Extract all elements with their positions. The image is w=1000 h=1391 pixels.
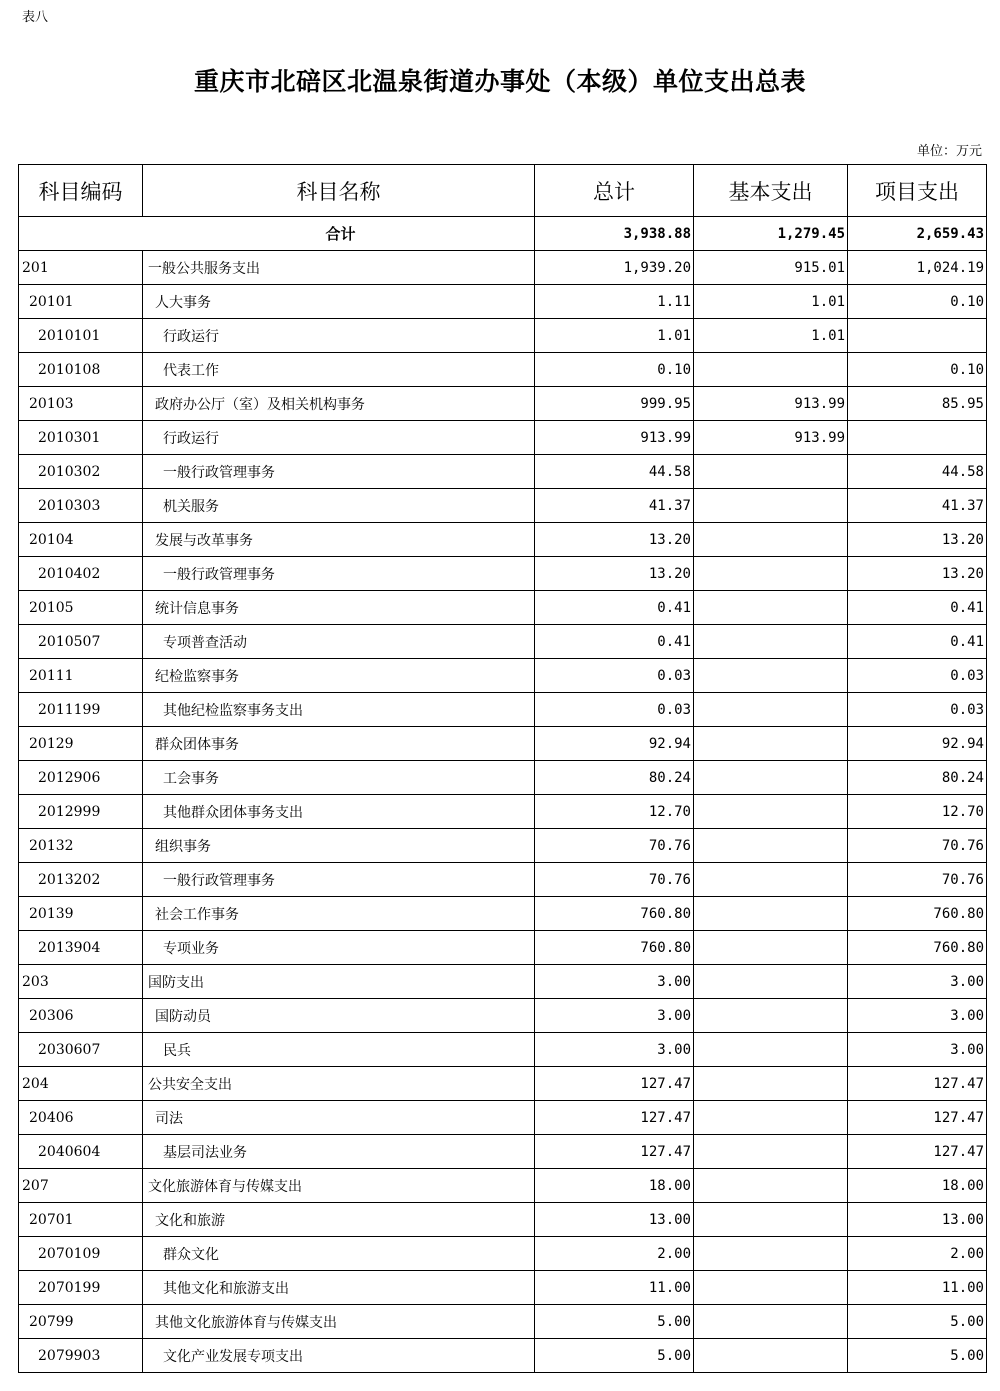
header-code: 科目编码: [19, 165, 143, 217]
cell-basic: [694, 489, 848, 523]
cell-total: 1.01: [535, 319, 694, 353]
cell-code: 2010507: [19, 625, 143, 659]
cell-code: 201: [19, 251, 143, 285]
unit-label: 单位：万元: [916, 144, 982, 159]
cell-basic: [694, 523, 848, 557]
cell-project: 70.76: [848, 863, 987, 897]
cell-total: 41.37: [535, 489, 694, 523]
cell-project: 127.47: [848, 1101, 987, 1135]
table-row: [19, 489, 987, 523]
table-row: [19, 1101, 987, 1135]
cell-total: 13.20: [535, 557, 694, 591]
cell-code: 20406: [19, 1101, 143, 1135]
cell-project: 0.03: [848, 659, 987, 693]
cell-total: 913.99: [535, 421, 694, 455]
cell-total: 127.47: [535, 1101, 694, 1135]
cell-project: 13.00: [848, 1203, 987, 1237]
table-row: [19, 319, 987, 353]
cell-project: 2.00: [848, 1237, 987, 1271]
cell-code: 20132: [19, 829, 143, 863]
cell-total: 3.00: [535, 1033, 694, 1067]
cell-basic: [694, 761, 848, 795]
cell-name: 行政运行: [143, 421, 535, 455]
header-row: [19, 165, 987, 217]
cell-project: 0.41: [848, 591, 987, 625]
cell-code: 2010303: [19, 489, 143, 523]
cell-name: 组织事务: [143, 829, 535, 863]
cell-name: 国防动员: [143, 999, 535, 1033]
cell-total: 13.00: [535, 1203, 694, 1237]
table-row: [19, 285, 987, 319]
total-total: 3,938.88: [535, 217, 694, 251]
cell-total: 0.03: [535, 659, 694, 693]
cell-basic: [694, 1237, 848, 1271]
cell-name: 基层司法业务: [143, 1135, 535, 1169]
table-row: [19, 353, 987, 387]
table-row: [19, 1067, 987, 1101]
table-row: [19, 625, 987, 659]
cell-project: 13.20: [848, 557, 987, 591]
cell-basic: 1.01: [694, 285, 848, 319]
cell-total: 44.58: [535, 455, 694, 489]
cell-name: 工会事务: [143, 761, 535, 795]
cell-basic: [694, 727, 848, 761]
cell-name: 其他文化旅游体育与传媒支出: [143, 1305, 535, 1339]
cell-total: 0.10: [535, 353, 694, 387]
table-row: [19, 1203, 987, 1237]
cell-name: 其他纪检监察事务支出: [143, 693, 535, 727]
cell-code: 2010101: [19, 319, 143, 353]
cell-total: 760.80: [535, 897, 694, 931]
table-row: [19, 863, 987, 897]
table-row: [19, 557, 987, 591]
cell-project: 41.37: [848, 489, 987, 523]
table-row: [19, 1339, 987, 1373]
cell-project: 80.24: [848, 761, 987, 795]
cell-basic: [694, 897, 848, 931]
cell-total: 18.00: [535, 1169, 694, 1203]
cell-name: 代表工作: [143, 353, 535, 387]
total-project: 2,659.43: [848, 217, 987, 251]
cell-name: 民兵: [143, 1033, 535, 1067]
cell-basic: [694, 625, 848, 659]
cell-basic: [694, 557, 848, 591]
table-row: [19, 523, 987, 557]
cell-code: 20701: [19, 1203, 143, 1237]
cell-basic: [694, 1203, 848, 1237]
table-row: [19, 251, 987, 285]
table-row: [19, 727, 987, 761]
cell-project: 13.20: [848, 523, 987, 557]
cell-project: [848, 421, 987, 455]
cell-code: 203: [19, 965, 143, 999]
cell-basic: [694, 863, 848, 897]
cell-name: 司法: [143, 1101, 535, 1135]
cell-total: 0.41: [535, 591, 694, 625]
cell-code: 2040604: [19, 1135, 143, 1169]
table-tag: 表八: [22, 10, 49, 25]
cell-total: 12.70: [535, 795, 694, 829]
cell-code: 2010301: [19, 421, 143, 455]
cell-code: 20105: [19, 591, 143, 625]
cell-total: 0.03: [535, 693, 694, 727]
total-basic: 1,279.45: [694, 217, 848, 251]
table-row: [19, 761, 987, 795]
cell-project: 0.41: [848, 625, 987, 659]
cell-total: 2.00: [535, 1237, 694, 1271]
cell-basic: [694, 591, 848, 625]
cell-code: 2013202: [19, 863, 143, 897]
cell-code: 2030607: [19, 1033, 143, 1067]
table-row: [19, 897, 987, 931]
cell-code: 2012999: [19, 795, 143, 829]
cell-project: 85.95: [848, 387, 987, 421]
cell-total: 70.76: [535, 863, 694, 897]
cell-name: 其他群众团体事务支出: [143, 795, 535, 829]
cell-project: [848, 319, 987, 353]
cell-name: 政府办公厅（室）及相关机构事务: [143, 387, 535, 421]
cell-project: 127.47: [848, 1067, 987, 1101]
cell-name: 专项业务: [143, 931, 535, 965]
total-row: [19, 217, 987, 251]
cell-total: 92.94: [535, 727, 694, 761]
cell-code: 20306: [19, 999, 143, 1033]
cell-name: 公共安全支出: [143, 1067, 535, 1101]
cell-name: 一般公共服务支出: [143, 251, 535, 285]
header-name: 科目名称: [143, 165, 535, 217]
cell-basic: [694, 965, 848, 999]
table-row: [19, 591, 987, 625]
cell-basic: [694, 999, 848, 1033]
cell-name: 群众团体事务: [143, 727, 535, 761]
cell-project: 0.10: [848, 285, 987, 319]
cell-name: 国防支出: [143, 965, 535, 999]
cell-basic: [694, 455, 848, 489]
cell-total: 70.76: [535, 829, 694, 863]
cell-code: 2070199: [19, 1271, 143, 1305]
table-row: [19, 1237, 987, 1271]
cell-basic: [694, 1033, 848, 1067]
cell-code: 2010302: [19, 455, 143, 489]
cell-project: 760.80: [848, 931, 987, 965]
cell-project: 3.00: [848, 965, 987, 999]
cell-code: 20101: [19, 285, 143, 319]
cell-basic: [694, 659, 848, 693]
table-row: [19, 693, 987, 727]
expenditure-table: [18, 164, 987, 1373]
cell-basic: [694, 795, 848, 829]
table-row: [19, 965, 987, 999]
page-title: 重庆市北碚区北温泉街道办事处（本级）单位支出总表: [193, 67, 806, 96]
table-row: [19, 795, 987, 829]
cell-total: 80.24: [535, 761, 694, 795]
total-label: 合计: [19, 217, 535, 251]
table-row: [19, 421, 987, 455]
cell-code: 2010108: [19, 353, 143, 387]
cell-total: 1.11: [535, 285, 694, 319]
cell-name: 统计信息事务: [143, 591, 535, 625]
cell-code: 20799: [19, 1305, 143, 1339]
header-total: 总计: [535, 165, 694, 217]
cell-basic: [694, 931, 848, 965]
cell-total: 127.47: [535, 1067, 694, 1101]
cell-project: 44.58: [848, 455, 987, 489]
cell-code: 2010402: [19, 557, 143, 591]
cell-basic: [694, 1101, 848, 1135]
cell-project: 70.76: [848, 829, 987, 863]
cell-project: 5.00: [848, 1305, 987, 1339]
table-header: [19, 165, 987, 217]
cell-total: 3.00: [535, 999, 694, 1033]
cell-basic: [694, 1135, 848, 1169]
cell-name: 机关服务: [143, 489, 535, 523]
cell-project: 0.10: [848, 353, 987, 387]
cell-project: 1,024.19: [848, 251, 987, 285]
cell-basic: [694, 353, 848, 387]
cell-basic: 1.01: [694, 319, 848, 353]
cell-total: 11.00: [535, 1271, 694, 1305]
cell-project: 11.00: [848, 1271, 987, 1305]
cell-name: 文化旅游体育与传媒支出: [143, 1169, 535, 1203]
table-row: [19, 1305, 987, 1339]
cell-name: 纪检监察事务: [143, 659, 535, 693]
cell-basic: 915.01: [694, 251, 848, 285]
cell-code: 2011199: [19, 693, 143, 727]
cell-name: 一般行政管理事务: [143, 863, 535, 897]
table-row: [19, 387, 987, 421]
cell-code: 20139: [19, 897, 143, 931]
cell-project: 760.80: [848, 897, 987, 931]
table-row: [19, 999, 987, 1033]
table-row: [19, 1135, 987, 1169]
cell-basic: 913.99: [694, 387, 848, 421]
cell-total: 0.41: [535, 625, 694, 659]
cell-name: 人大事务: [143, 285, 535, 319]
cell-code: 204: [19, 1067, 143, 1101]
cell-basic: [694, 1305, 848, 1339]
cell-name: 行政运行: [143, 319, 535, 353]
cell-basic: [694, 1067, 848, 1101]
cell-total: 760.80: [535, 931, 694, 965]
cell-code: 2012906: [19, 761, 143, 795]
table-row: [19, 659, 987, 693]
cell-name: 文化产业发展专项支出: [143, 1339, 535, 1373]
cell-total: 3.00: [535, 965, 694, 999]
cell-code: 2013904: [19, 931, 143, 965]
table-row: [19, 931, 987, 965]
cell-name: 群众文化: [143, 1237, 535, 1271]
cell-code: 207: [19, 1169, 143, 1203]
cell-total: 1,939.20: [535, 251, 694, 285]
cell-basic: [694, 693, 848, 727]
header-project: 项目支出: [848, 165, 987, 217]
cell-total: 127.47: [535, 1135, 694, 1169]
table-row: [19, 1033, 987, 1067]
cell-total: 5.00: [535, 1305, 694, 1339]
cell-code: 20104: [19, 523, 143, 557]
cell-project: 127.47: [848, 1135, 987, 1169]
cell-name: 发展与改革事务: [143, 523, 535, 557]
cell-name: 专项普查活动: [143, 625, 535, 659]
table-row: [19, 1169, 987, 1203]
cell-name: 社会工作事务: [143, 897, 535, 931]
cell-code: 2070109: [19, 1237, 143, 1271]
cell-basic: [694, 1339, 848, 1373]
cell-project: 3.00: [848, 999, 987, 1033]
cell-basic: [694, 1169, 848, 1203]
cell-basic: [694, 1271, 848, 1305]
cell-code: 2079903: [19, 1339, 143, 1373]
cell-name: 其他文化和旅游支出: [143, 1271, 535, 1305]
cell-project: 92.94: [848, 727, 987, 761]
cell-project: 3.00: [848, 1033, 987, 1067]
cell-name: 一般行政管理事务: [143, 455, 535, 489]
cell-basic: 913.99: [694, 421, 848, 455]
table-body: [19, 217, 987, 1373]
cell-total: 5.00: [535, 1339, 694, 1373]
cell-code: 20111: [19, 659, 143, 693]
cell-project: 18.00: [848, 1169, 987, 1203]
table-row: [19, 1271, 987, 1305]
cell-total: 13.20: [535, 523, 694, 557]
header-basic: 基本支出: [694, 165, 848, 217]
cell-code: 20129: [19, 727, 143, 761]
cell-project: 0.03: [848, 693, 987, 727]
cell-name: 文化和旅游: [143, 1203, 535, 1237]
cell-basic: [694, 829, 848, 863]
cell-project: 12.70: [848, 795, 987, 829]
table-row: [19, 455, 987, 489]
table-row: [19, 829, 987, 863]
cell-name: 一般行政管理事务: [143, 557, 535, 591]
cell-total: 999.95: [535, 387, 694, 421]
cell-project: 5.00: [848, 1339, 987, 1373]
cell-code: 20103: [19, 387, 143, 421]
